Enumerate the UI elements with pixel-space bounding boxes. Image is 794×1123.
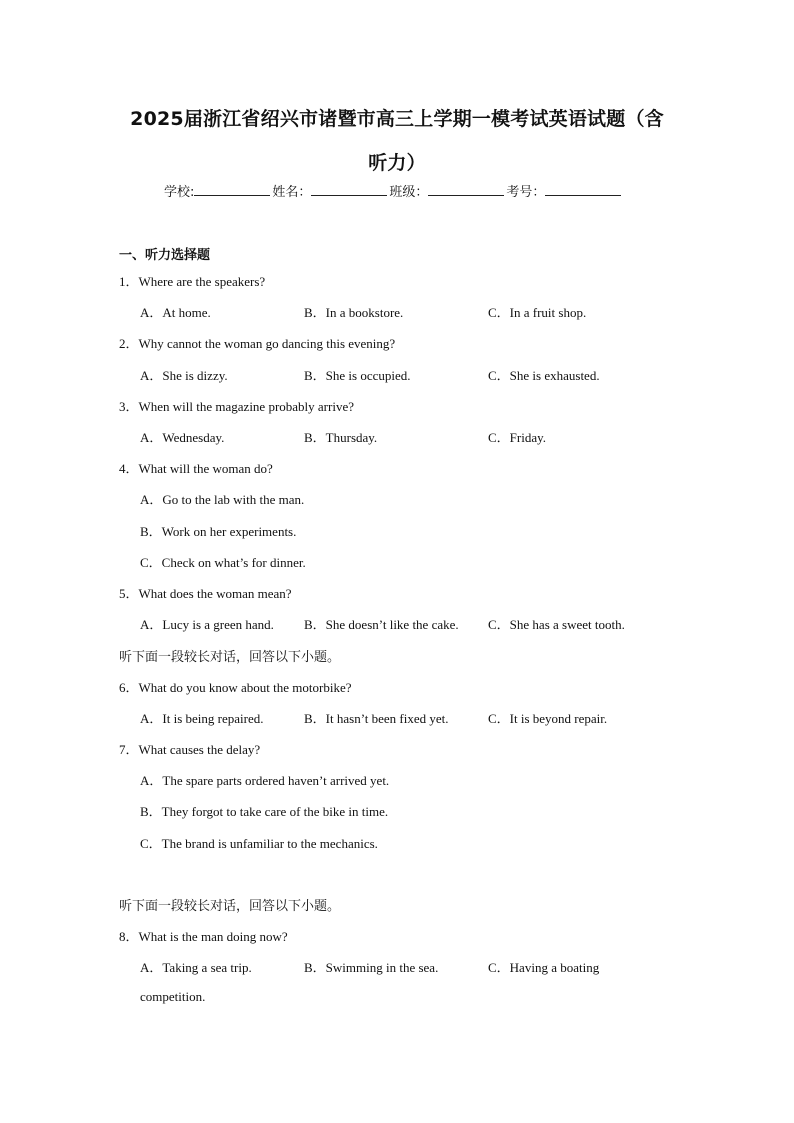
student-info-line [164,181,623,200]
school-blank [194,183,270,196]
question-5-options [140,614,700,632]
question-6-options [140,708,700,726]
question-7-option-b: B．They forgot to take care of the bike in time. [140,804,389,819]
option-a: A．Taking a sea trip. [140,960,252,975]
option-c: C．In a fruit shop. [488,305,587,320]
question-4-option-b: B．Work on her experiments. [140,524,297,539]
question-1-options [140,302,700,320]
option-b: B．She is occupied. [304,368,411,383]
question-7: 7．What causes the delay? [119,742,261,757]
question-3-options [140,427,700,445]
option-c: C．She has a sweet tooth. [488,617,625,632]
option-a: A．She is dizzy. [140,368,228,383]
exam-title-line1: 2025届浙江省绍兴市诸暨市高三上学期一模考试英语试题（含 [130,108,664,130]
question-4-option-a: A．Go to the lab with the man. [140,492,305,507]
option-b: B．She doesn’t like the cake. [304,617,459,632]
exam-number-blank [545,183,621,196]
option-a: A．Wednesday. [140,430,225,445]
school-label: 学校: [164,185,195,200]
question-2: 2．Why cannot the woman go dancing this evening? [119,336,396,351]
option-c: C．It is beyond repair. [488,711,608,726]
name-label: 姓名： [272,185,312,200]
question-8-option-c-continued: competition. [140,989,206,1004]
option-b: B．In a bookstore. [304,305,404,320]
question-1: 1．Where are the speakers? [119,274,266,289]
name-blank [311,183,387,196]
option-b: B．Thursday. [304,430,378,445]
question-4: 4．What will the woman do? [119,461,273,476]
option-a: A．It is being repaired. [140,711,264,726]
exam-number-label: 考号： [506,185,546,200]
question-2-options [140,365,700,383]
question-7-option-a: A．The spare parts ordered haven’t arrived yet. [140,773,390,788]
option-b: B．It hasn’t been fixed yet. [304,711,449,726]
option-b: B．Swimming in the sea. [304,960,439,975]
listening-instruction: 听下面一段较长对话，回答以下小题。 [119,899,341,914]
question-8: 8．What is the man doing now? [119,929,288,944]
class-blank [428,183,504,196]
question-8-options [140,957,700,975]
question-3: 3．When will the magazine probably arrive? [119,399,354,414]
option-c: C．She is exhausted. [488,368,600,383]
option-c: C．Friday. [488,430,547,445]
class-label: 班级： [389,185,429,200]
option-c: C．Having a boating [488,960,600,975]
option-a: A．At home. [140,305,211,320]
exam-title-line2: 听力） [368,152,426,174]
question-7-option-c: C．The brand is unfamiliar to the mechanics. [140,836,378,851]
question-5: 5．What does the woman mean? [119,586,292,601]
question-6: 6．What do you know about the motorbike? [119,680,352,695]
question-4-option-c: C．Check on what’s for dinner. [140,555,306,570]
listening-instruction: 听下面一段较长对话，回答以下小题。 [119,650,341,665]
section-heading: 一、听力选择题 [119,248,211,263]
option-a: A．Lucy is a green hand. [140,617,274,632]
